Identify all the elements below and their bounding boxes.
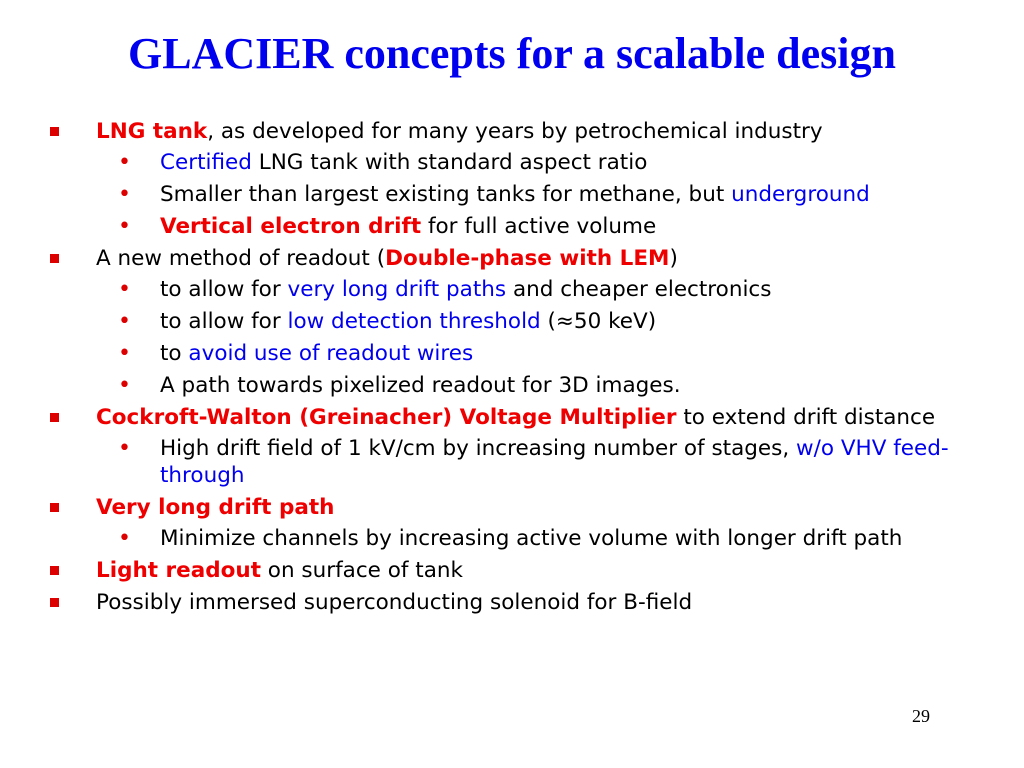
item-text: to: [160, 341, 189, 366]
highlight-red-text: Vertical electron drift: [160, 214, 422, 239]
item-text: LNG tank with standard aspect ratio: [251, 150, 648, 175]
item-text: Possibly immersed superconducting solenoid for B-field: [96, 590, 693, 615]
bullet-item: [48, 494, 998, 521]
bullet-item: [48, 245, 998, 272]
highlight-red-text: Light readout: [96, 558, 261, 583]
dot-bullet-icon: •: [118, 309, 131, 334]
sub-bullet-item: [48, 372, 998, 399]
sub-bullet-item: [48, 181, 998, 208]
highlight-blue-text: Certified: [160, 150, 252, 175]
square-bullet-icon: [50, 413, 59, 422]
item-text: for full active volume: [421, 214, 657, 239]
dot-bullet-icon: •: [118, 526, 131, 551]
item-text: to allow for: [160, 277, 288, 302]
sub-bullet-item: [48, 276, 998, 303]
item-text: A path towards pixelized readout for 3D images.: [160, 373, 681, 398]
bullet-item: [48, 589, 998, 616]
highlight-blue-text: avoid use of readout wires: [188, 341, 474, 366]
item-text: ): [669, 246, 678, 271]
item-text: and cheaper electronics: [506, 277, 772, 302]
square-bullet-icon: [50, 254, 59, 263]
item-text: Minimize channels by increasing active volume with longer drift path: [160, 526, 903, 551]
bullet-item: [48, 118, 998, 145]
item-text: High drift field of 1 kV/cm by increasing number of stages,: [160, 436, 796, 461]
dot-bullet-icon: •: [118, 277, 131, 302]
square-bullet-icon: [50, 598, 59, 607]
page-number: 29: [912, 706, 930, 726]
dot-bullet-icon: •: [118, 150, 131, 175]
item-text: (≈50 keV): [540, 309, 657, 334]
item-text: on surface of tank: [260, 558, 463, 583]
item-text: Smaller than largest existing tanks for methane, but: [160, 182, 732, 207]
item-text: , as developed for many years by petrochemical industry: [207, 119, 823, 144]
highlight-blue-text: w/o VHV feed-through: [160, 436, 949, 488]
bullet-item: [48, 557, 998, 584]
slide-title: GLACIER concepts for a scalable design: [128, 29, 896, 78]
dot-bullet-icon: •: [118, 373, 131, 398]
highlight-blue-text: very long drift paths: [287, 277, 507, 302]
square-bullet-icon: [50, 566, 59, 575]
highlight-red-text: Double-phase with LEM: [385, 246, 670, 271]
highlight-blue-text: low detection threshold: [287, 309, 541, 334]
highlight-red-text: Very long drift path: [96, 495, 335, 520]
sub-bullet-item: [48, 525, 998, 552]
highlight-red-text: LNG tank: [96, 119, 208, 144]
highlight-blue-text: underground: [731, 182, 870, 207]
dot-bullet-icon: •: [118, 341, 131, 366]
square-bullet-icon: [50, 127, 59, 136]
sub-bullet-item: [48, 308, 998, 335]
dot-bullet-icon: •: [118, 214, 131, 239]
sub-bullet-item: [48, 340, 998, 367]
sub-bullet-item: [48, 435, 998, 489]
item-text: to extend drift distance: [676, 405, 936, 430]
highlight-red-text: Cockroft-Walton (Greinacher) Voltage Multiplier: [96, 405, 677, 430]
bullet-item: [48, 404, 998, 431]
square-bullet-icon: [50, 503, 59, 512]
dot-bullet-icon: •: [118, 182, 131, 207]
sub-bullet-item: [48, 213, 998, 240]
item-text: to allow for: [160, 309, 288, 334]
sub-bullet-item: [48, 149, 998, 176]
item-text: A new method of readout (: [96, 246, 386, 271]
dot-bullet-icon: •: [118, 436, 131, 461]
slide-body: [48, 118, 998, 616]
